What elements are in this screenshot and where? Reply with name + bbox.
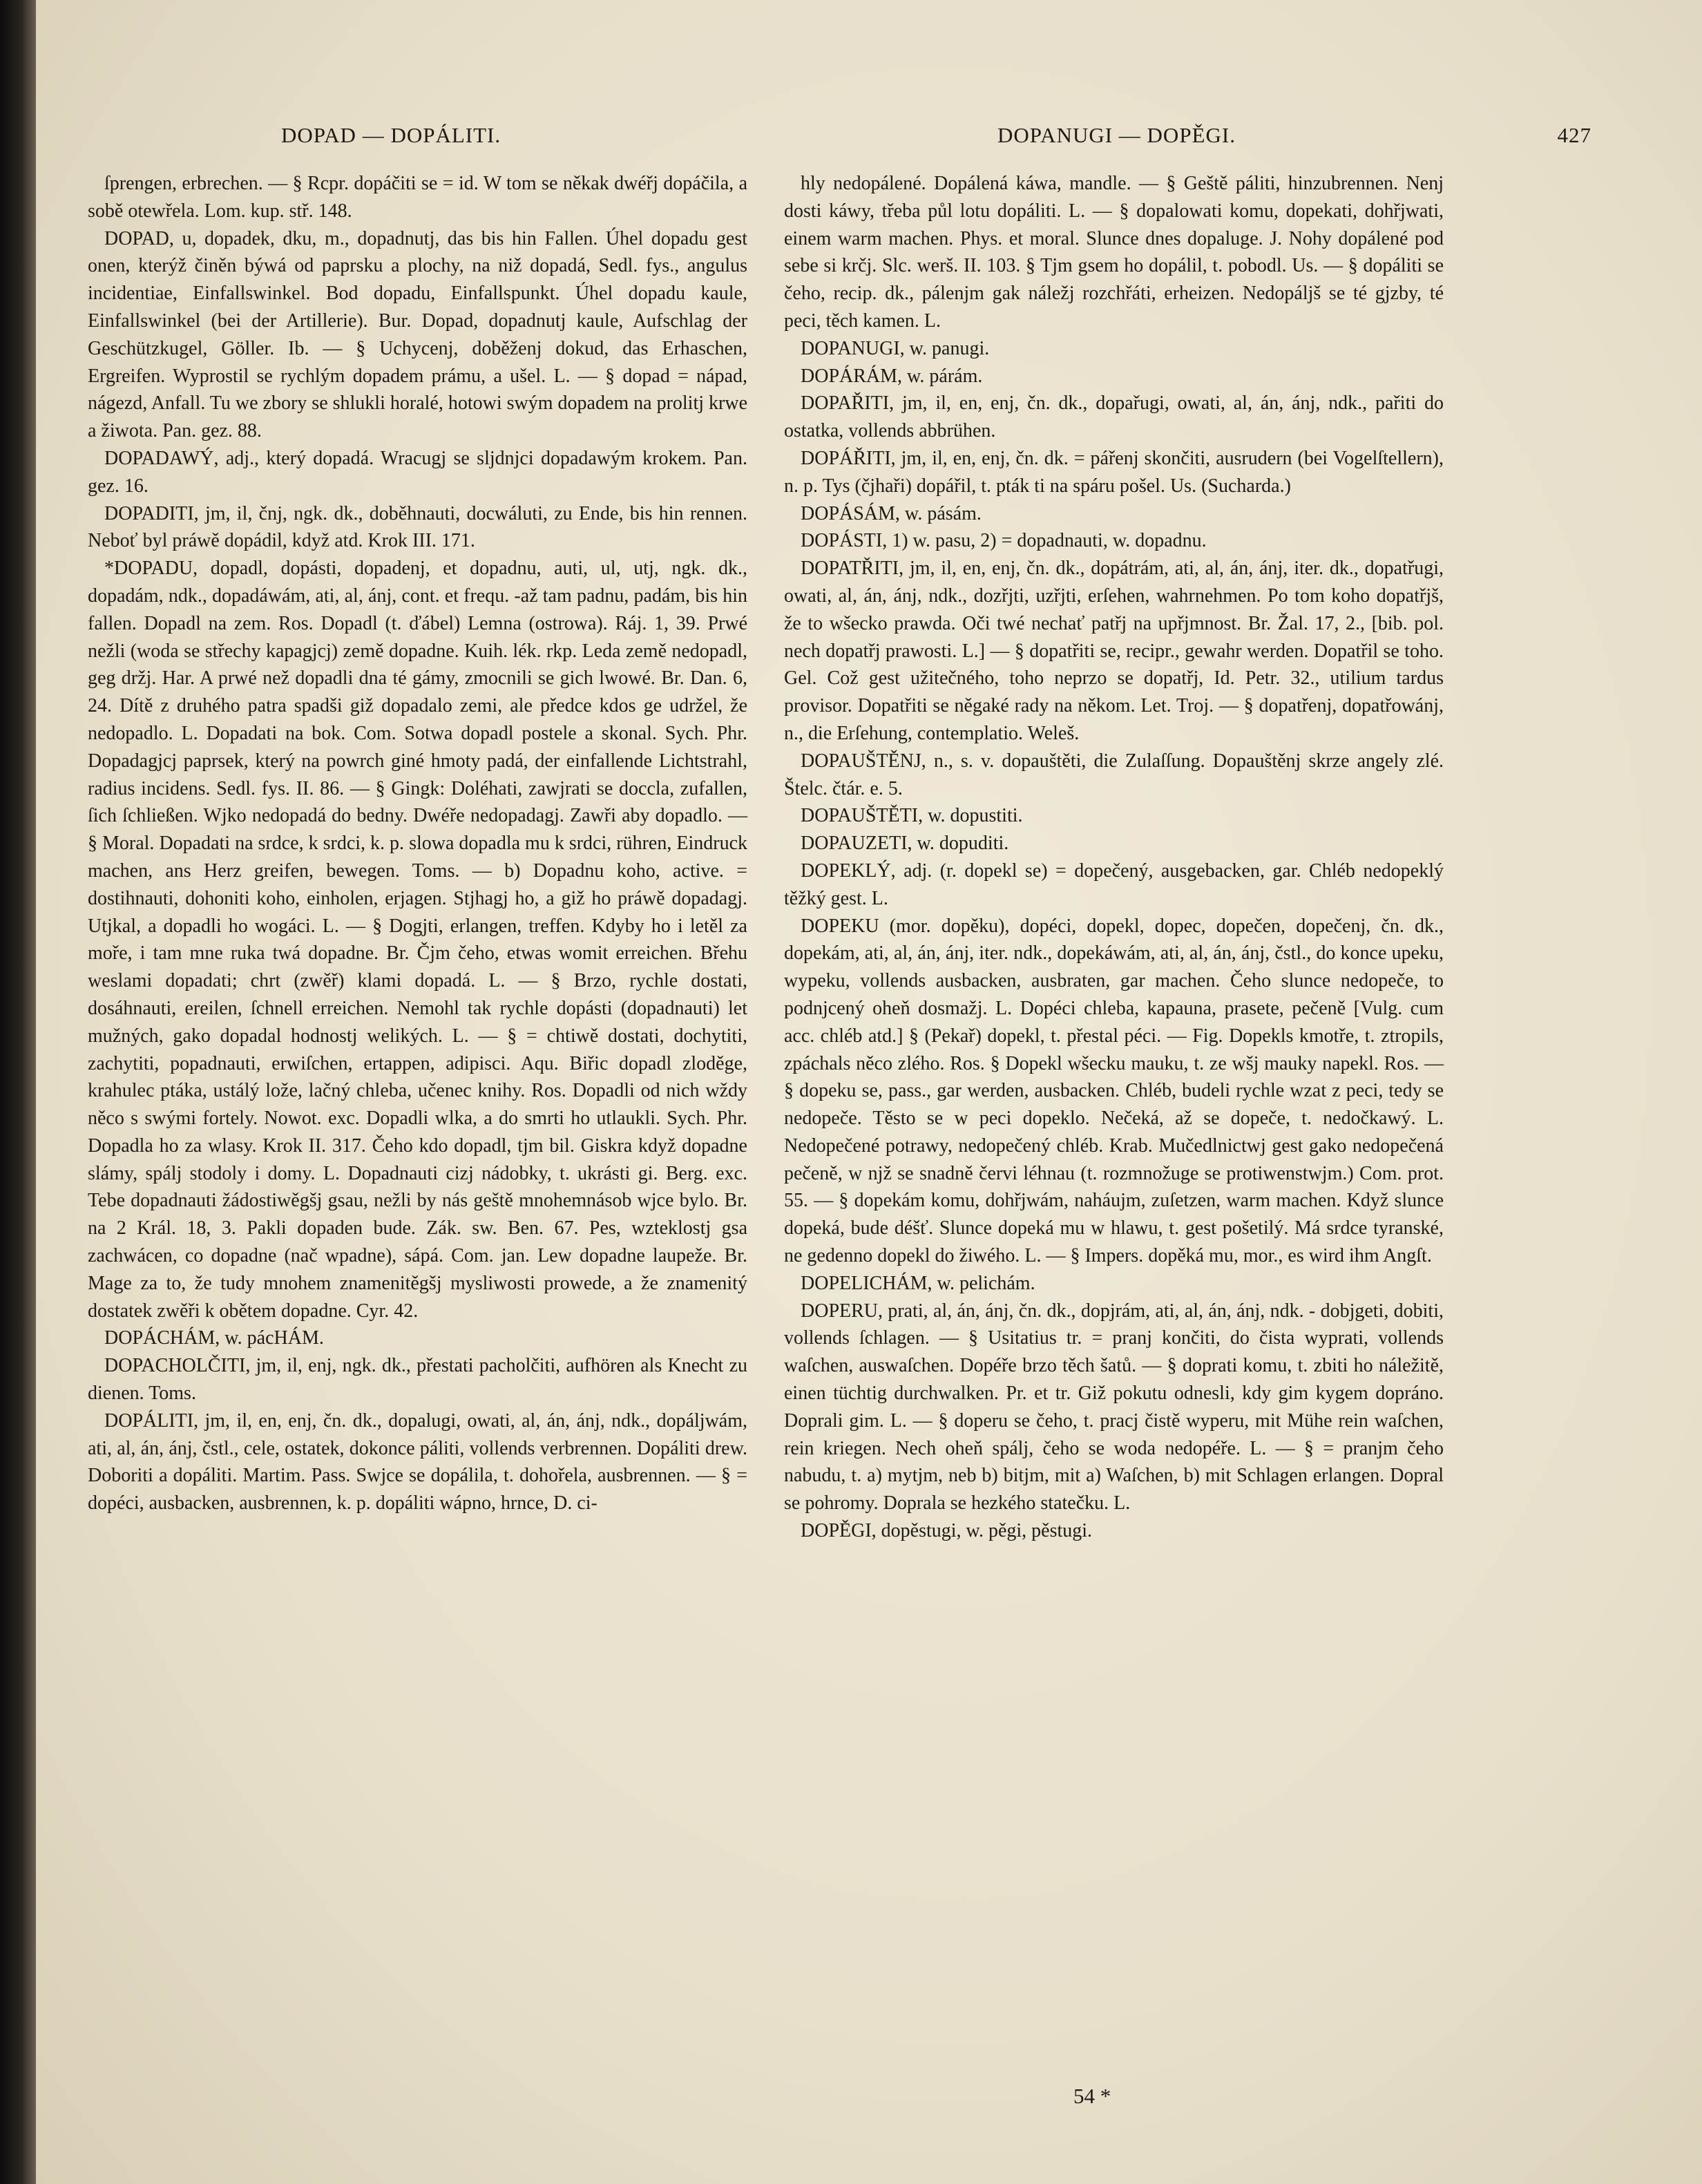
dictionary-page: [36, 0, 1702, 2184]
dictionary-entry: DOPAUZETI, w. dopuditi.: [801, 833, 1009, 855]
dictionary-entry: DOPÁŘITI, jm, il, en, enj, čn. dk. = pářenj skončiti, ausrudern (bei Vogelſtellern), n. p. Tys (čjhaři) dopářil, t. pták ti na spáru pošel. Us. (Sucharda.): [784, 447, 1444, 497]
dictionary-entry: DOPACHOLČITI, jm, il, enj, ngk. dk., přestati pacholčiti, aufhören als Knecht zu dienen. Toms.: [88, 1355, 747, 1405]
dictionary-entry: hly nedopálené. Dopálená káwa, mandle. — § Geště páliti, hinzubrennen. Nenj dosti káwy, třeba půl lotu dopáliti. L. — § dopalowati komu, dopekati, dohřjwati, einem warm machen. Phys. et moral. Slunce dnes dopaluge. J. Nohy dopálené pod sebe si krčj. Slc. werš. II. 103. § Tjm gsem ho dopálil, t. pobodl. Us. — § dopáliti se čeho, recip. dk., pálenjm gak náležj rozchřáti, erheizen. Nedopáljš se té gjzby, té peci, těch kamen. L.: [784, 173, 1444, 332]
dictionary-entry: DOPÁSTI, 1) w. pasu, 2) = dopadnauti, w. dopadnu.: [801, 530, 1207, 552]
dictionary-entry: DOPEKU (mor. dopěku), dopéci, dopekl, dopec, dopečen, dopečenj, čn. dk., dopekám, ati, al, án, ánj, iter. ndk., dopekáwám, ati, al, án, ánj, čstl., do konce upeku, wypeku, vollends ausbacken, ausbraten, gar machen. Čeho slunce nedopeče, to podnjcený oheň dosmažj. L. Dopéci chleba, kapauna, prasete, pečeně [Vulg. cum acc. chléb atd.] § (Pekař) dopekl, t. přestal péci. — Fig. Dopekls kmotře, t. ztropils, zpáchals něco zlého. Ros. § Dopekl wšecku mauku, t. ze wšj mauky napekl. Ros. — § dopeku se, pass., gar werden, ausbacken. Chléb, budeli rychle wzat z peci, tedy se nedopeče. Těsto se w peci dopeklo. Nečeká, až se dopeče, t. nedočkawý. L. Nedopečené potrawy, nedopečený chléb. Krab. Mučedlnictwj gest gako nedopečená pečeně, w njž se snadně červi léhnau (t. rozmnožuge se protiwenstwjm.) Com. prot. 55. — § dopekám komu, dohřjwám, naháujm, zuſetzen, warm machen. Když slunce dopeká, bude déšť. Slunce dopeká mu w hlawu, t. gest pošetilý. Má srdce tyranské, ne gedenno dopekl do žiwého. L. — § Impers. dopěká mu, mor., es wird ihm Angſt.: [784, 915, 1444, 1267]
right-column: [784, 170, 1444, 1545]
dictionary-entry: DOPANUGI, w. panugi.: [801, 337, 990, 359]
dictionary-entry: DOPEKLÝ, adj. (r. dopekl se) = dopečený, ausgebacken, gar. Chléb nedopeklý těžký gest. L.: [784, 860, 1444, 909]
signature-mark: 54 *: [1073, 2084, 1111, 2108]
dictionary-entry: DOPĚGI, dopěstugi, w. pěgi, pěstugi.: [801, 1520, 1093, 1542]
right-running-head: DOPANUGI — DOPĚGI.: [997, 123, 1236, 147]
dictionary-entry: DOPATŘITI, jm, il, en, enj, čn. dk., dopátrám, ati, al, án, ánj, iter. dk., dopatřugi, owati, al, án, ánj, ndk., dozřjti, uzřjti, erſehen, wahrnehmen. Po tom koho dopatřjš, že to wšecko prawda. Oči twé nechať patřj na upřjmnost. Br. Žal. 17, 2., [bib. pol. nech dopatřj prawosti. L.] — § dopatřiti se, recipr., gewahr werden. Dopatřil se toho. Gel. Což gest užitečného, toho neprzo se dopatřj, Id. Petr. 32., utilium tardus provisor. Dopatřiti se něgaké rady na někom. Let. Troj. — § dopatřenj, dopatřowánj, n., die Erſehung, contemplatio. Weleš.: [784, 558, 1444, 744]
dictionary-entry: DOPADITI, jm, il, čnj, ngk. dk., doběhnauti, docwáluti, zu Ende, bis hin rennen. Neboť byl práwě dopádil, když atd. Krok III. 171.: [88, 502, 747, 552]
dictionary-entry: DOPÁRÁM, w. párám.: [801, 365, 983, 387]
dictionary-entry: DOPAD, u, dopadek, dku, m., dopadnutj, das bis hin Fallen. Úhel dopadu gest onen, kterýž činěn býwá od paprsku a plochy, na niž dopadá, Sedl. fys., angulus incidentiae, Einfallswinkel. Bod dopadu, Einfallspunkt. Úhel dopadu kaule, Einfallswinkel (bei der Artillerie). Bur. Dopad, dopadnutj kaule, Aufschlag der Geschützkugel, Göller. Ib. — § Uchycenj, doběženj dokud, das Erhaschen, Ergreifen. Wyprostil se rychlým dopadem prámu, a ušel. L. — § dopad = nápad, nágezd, Anfall. Tu we zbory se shlukli horalé, hotowi swým dopadem na prolitj krwe a žiwota. Pan. gez. 88.: [88, 227, 747, 442]
dictionary-entry: DOPELICHÁM, w. pelichám.: [801, 1272, 1035, 1294]
dictionary-entry: DOPADAWÝ, adj., který dopadá. Wracugj se sljdnjci dopadawým krokem. Pan. gez. 16.: [88, 447, 747, 497]
dictionary-entry: DOPÁCHÁM, w. pácHÁM.: [104, 1327, 324, 1349]
page-number: 427: [1557, 123, 1591, 147]
dictionary-entry: DOPÁSÁM, w. pásám.: [801, 502, 982, 524]
dictionary-entry: DOPAUŠTĚNJ, n., s. v. dopauštěti, die Zulaſſung. Dopauštěnj skrze angely zlé. Štelc. čtár. e. 5.: [784, 750, 1444, 799]
dictionary-entry: ſprengen, erbrechen. — § Rcpr. dopáčiti se = id. W tom se někak dwéřj dopáčila, a sobě otewřela. Lom. kup. stř. 148.: [88, 173, 747, 222]
left-running-head: DOPAD — DOPÁLITI.: [281, 123, 501, 147]
dictionary-entry: DOPAŘITI, jm, il, en, enj, čn. dk., dopařugi, owati, al, án, ánj, ndk., pařiti do ostatka, vollends abbrühen.: [784, 392, 1444, 442]
dictionary-entry: DOPÁLITI, jm, il, en, enj, čn. dk., dopalugi, owati, al, án, ánj, ndk., dopáljwám, ati, al, án, ánj, čstl., cele, ostatek, dokonce páliti, vollends verbrennen. Dopáliti drew. Doboriti a dopáliti. Martim. Pass. Swjce se dopálila, t. dohořela, ausbrennen. — § = dopéci, ausbacken, ausbrennen, k. p. dopáliti wápno, hrnce, D. ci-: [88, 1409, 747, 1514]
left-column: [88, 170, 747, 1517]
dictionary-entry: DOPERU, prati, al, án, ánj, čn. dk., dopjrám, ati, al, án, ánj, ndk. - dobjgeti, dobiti, vollends ſchlagen. — § Usitatius tr. = pranj končiti, do čista wyprati, vollends waſchen, auswaſchen. Dopéře brzo těch šatů. — § doprati komu, t. zbiti ho náležitě, einen tüchtig durchwalken. Pr. et tr. Giž pokutu odnesli, kdy gim kygem dopráno. Doprali gim. L. — § doperu se čeho, t. pracj čistě wyperu, mit Mühe rein waſchen, rein kriegen. Nech oheň spálj, čeho se woda nedopéře. L. — § = pranjm čeho nabudu, t. a) mytjm, neb b) bitjm, mit a) Waſchen, b) mit Schlagen erlangen. Dopral se pohromy. Doprala se hezkého statečku. L.: [784, 1300, 1444, 1514]
dictionary-entry: *DOPADU, dopadl, dopásti, dopadenj, et dopadnu, auti, ul, utj, ngk. dk., dopadám, ndk., dopadáwám, ati, al, ánj, cont. et frequ. -až tam padnu, padám, bis hin fallen. Dopadl na zem. Ros. Dopadl (t. ďábel) Lemna (ostrowa). Ráj. 1, 39. Prwé nežli (woda se střechy kapagjcj) země dopadne. Kuih. lék. rkp. Leda země nedopadl, geg držj. Har. A prwé než dopadli dna té gámy, zmocnili se gich lwowé. Br. Dan. 6, 24. Dítě z druhého patra spadši giž dopadalo zemi, ale předce kdos ge udržel, že nedopadlo. L. Dopadati na bok. Com. Sotwa dopadl postele a skonal. Sych. Phr. Dopadagjcj paprsek, který na powrch giné hmoty padá, der einfallende Lichtstrahl, radius incidens. Sedl. fys. II. 86. — § Gingk: Doléhati, zawjrati se doccla, zufallen, ſich ſchließen. Wjko nedopadá do bedny. Dwéře nedopadagj. Zawři aby dopadlo. — § Moral. Dopadati na srdce, k srdci, k. p. slowa dopadla mu k srdci, rühren, Eindruck machen, ans Herz greifen, bewegen. Toms. — b) Dopadnu koho, active. = dostihnauti, dohoniti koho, einholen, erjagen. Stjhagj ho, a giž ho práwě dopadagj. Utjkal, a dopadli ho wogáci. L. — § Dogjti, erlangen, treffen. Kdyby ho i letěl za moře, i tam mne ruka twá dopadne. Br. Čjm čeho, etwas womit erreichen. Břehu weslami dopadati; chrt (zwěř) klami dopadá. L. — § Brzo, rychle dostati, dosáhnauti, ereilen, ſchnell erreichen. Nemohl tak rychle dopásti (dopadnauti) let mužných, gako dopadal hodnostj welikých. L. — § = chtiwě dostati, dochytiti, zachytiti, popadnauti, erwiſchen, ertappen, adipisci. Aqu. Biřic dopadl zloděge, krahulec ptáka, ustálý lože, lačný chleba, učenec knihy. Ros. Dopadli od nich wždy něco s swými fortely. Nowot. exc. Dopadli wlka, a do smrti ho utlaukli. Sych. Phr. Dopadla ho za wlasy. Krok II. 317. Čeho kdo dopadl, tjm bil. Giskra když dopadne slámy, spálj stodoly i domy. L. Dopadnauti cizj nádobky, t. ukrásti gi. Berg. exc. Tebe dopadnauti žádostiwěgšj gsau, nežli by nás geště mnohemnásob wjce bylo. Br. na 2 Král. 18, 3. Pakli dopaden bude. Zák. sw. Ben. 67. Pes, wzteklostj gsa zachwácen, co dopadne (nač wpadne), sápá. Com. jan. Lew dopadne laupeže. Br. Mage za to, že tudy mnohem znamenitěgšj mysliwosti prowede, a že znamenitý dostatek zwěři k obětem dopadne. Cyr. 42.: [88, 558, 747, 1322]
book-spine-shadow: [0, 0, 36, 2184]
dictionary-entry: DOPAUŠTĚTI, w. dopustiti.: [801, 805, 1023, 827]
